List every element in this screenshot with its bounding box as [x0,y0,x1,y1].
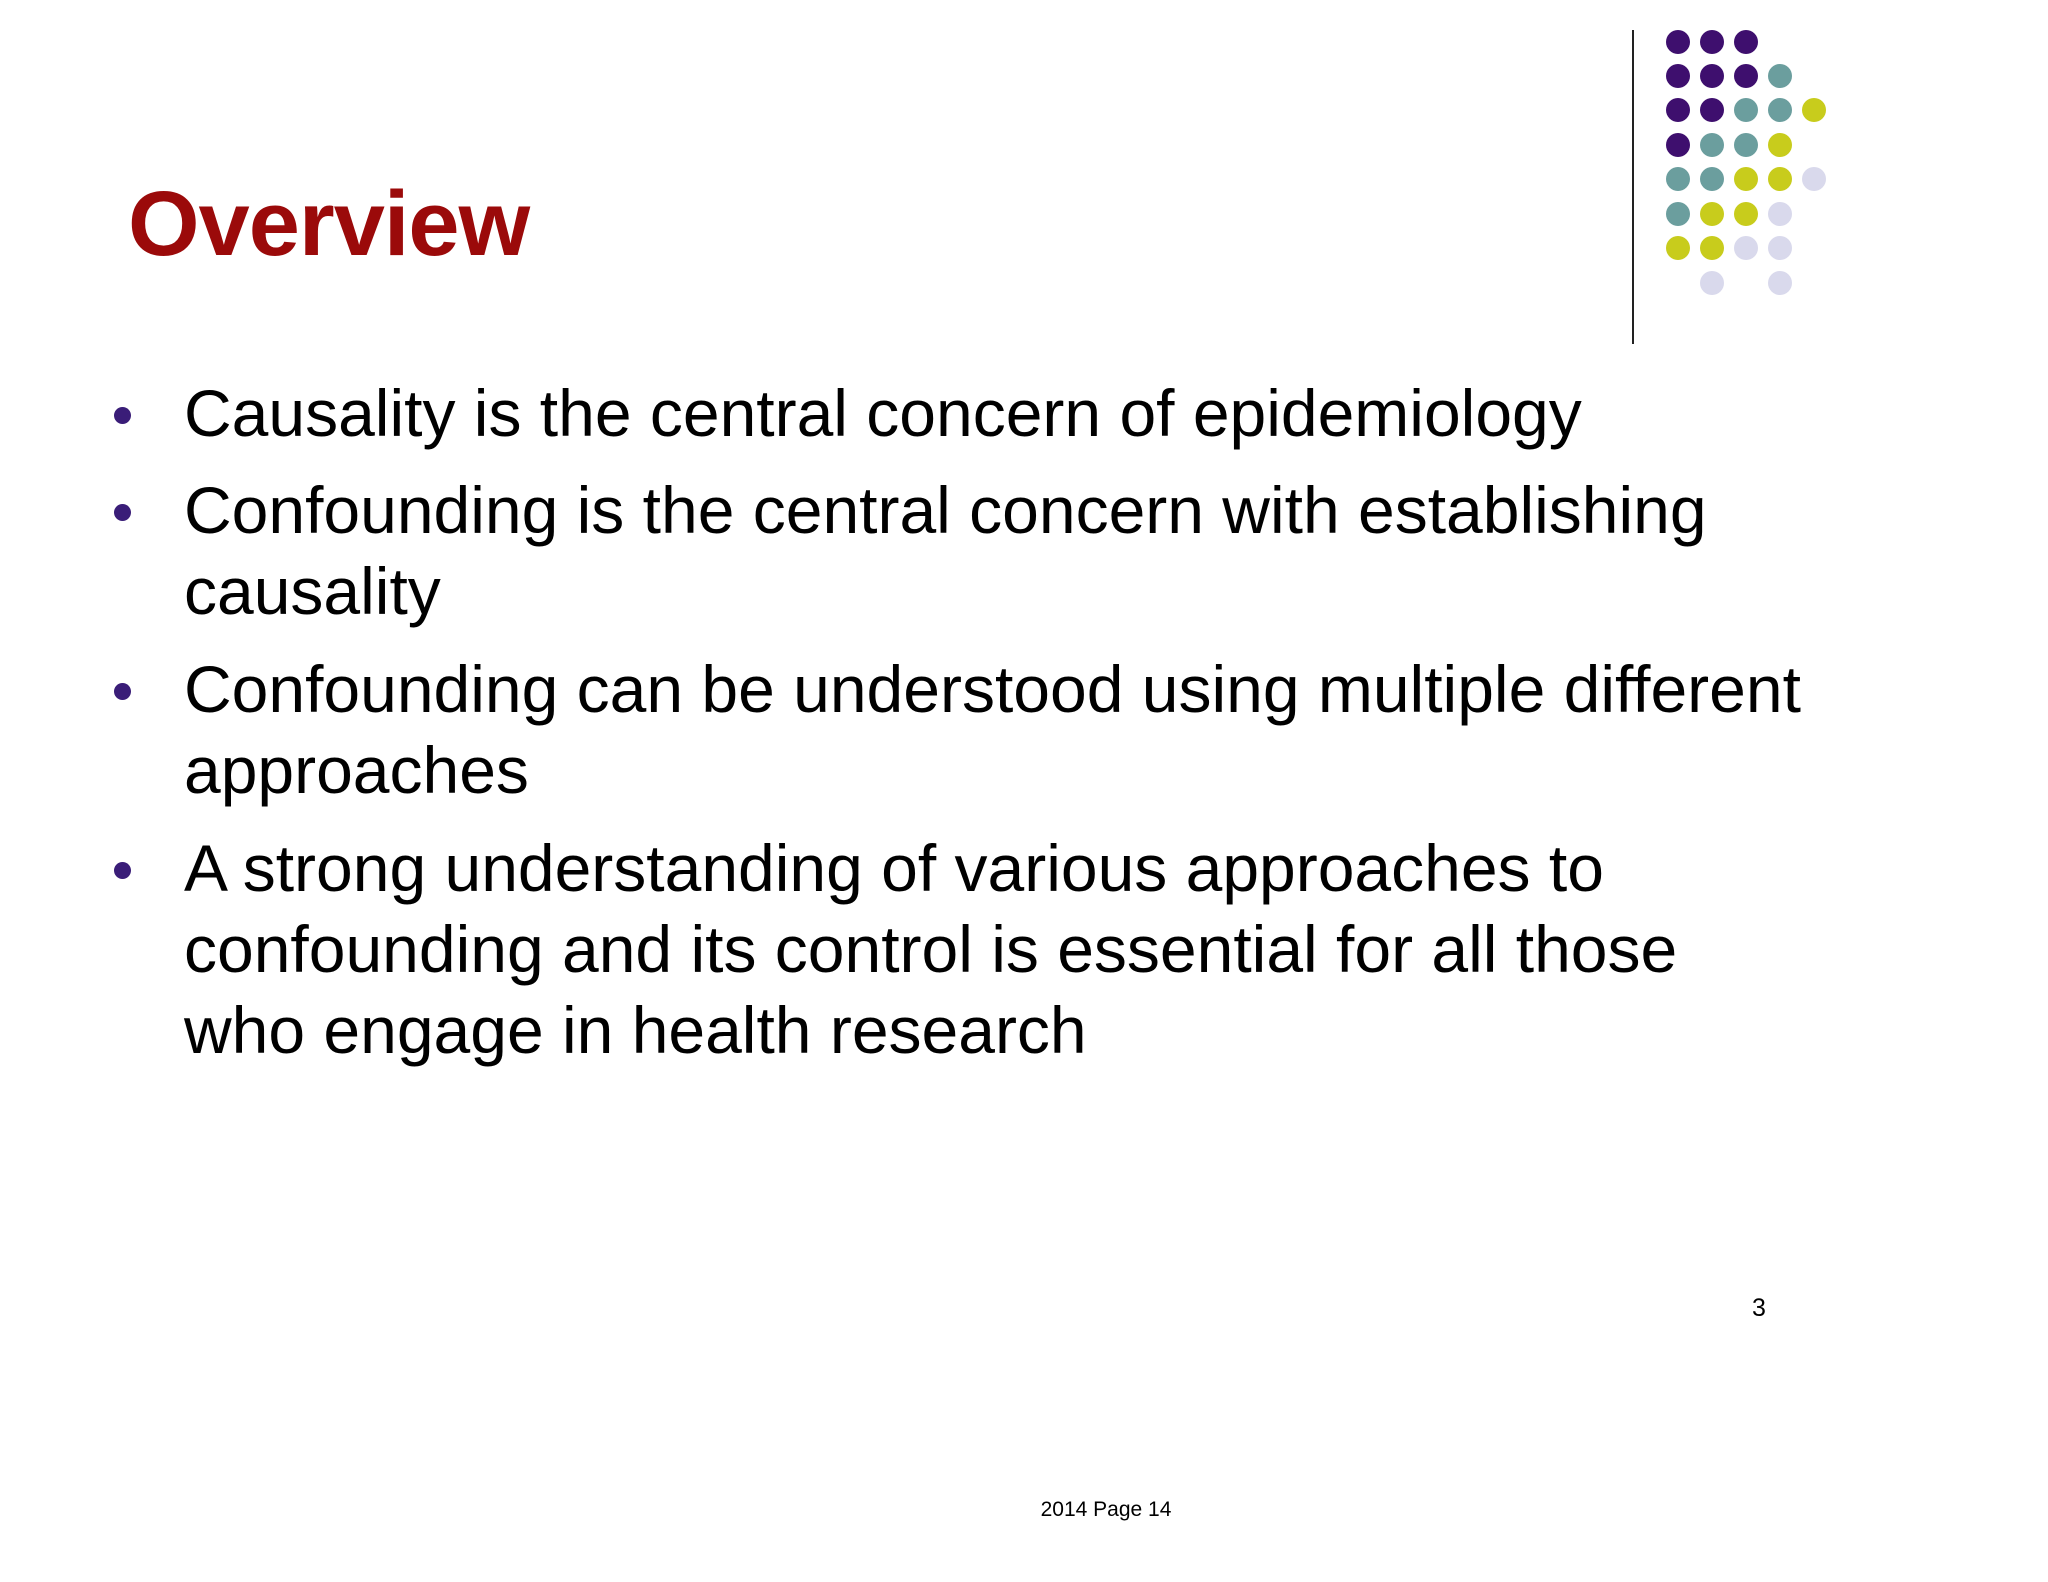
bullet-text: A strong understanding of various approaches to confounding and its control is essential for all those who engage in health research [184,831,1678,1067]
bullet-item [184,470,1804,632]
page-footer: 2014 Page 14 [1040,1498,1172,1521]
bullet-text: Confounding is the central concern with establishing causality [184,473,1707,628]
slide-number: 3 [1752,1294,1766,1322]
bullet-item [184,373,1804,454]
bullet-dot-icon [114,683,131,700]
bullet-dot-icon [114,862,131,879]
bullet-dot-icon [114,504,131,521]
bullet-item [184,828,1804,1071]
slide-title: Overview [128,173,530,275]
bullet-text: Causality is the central concern of epidemiology [184,376,1582,450]
bullet-text: Confounding can be understood using multiple different approaches [184,652,1801,807]
bullet-dot-icon [114,407,131,424]
bullet-item [184,649,1804,811]
